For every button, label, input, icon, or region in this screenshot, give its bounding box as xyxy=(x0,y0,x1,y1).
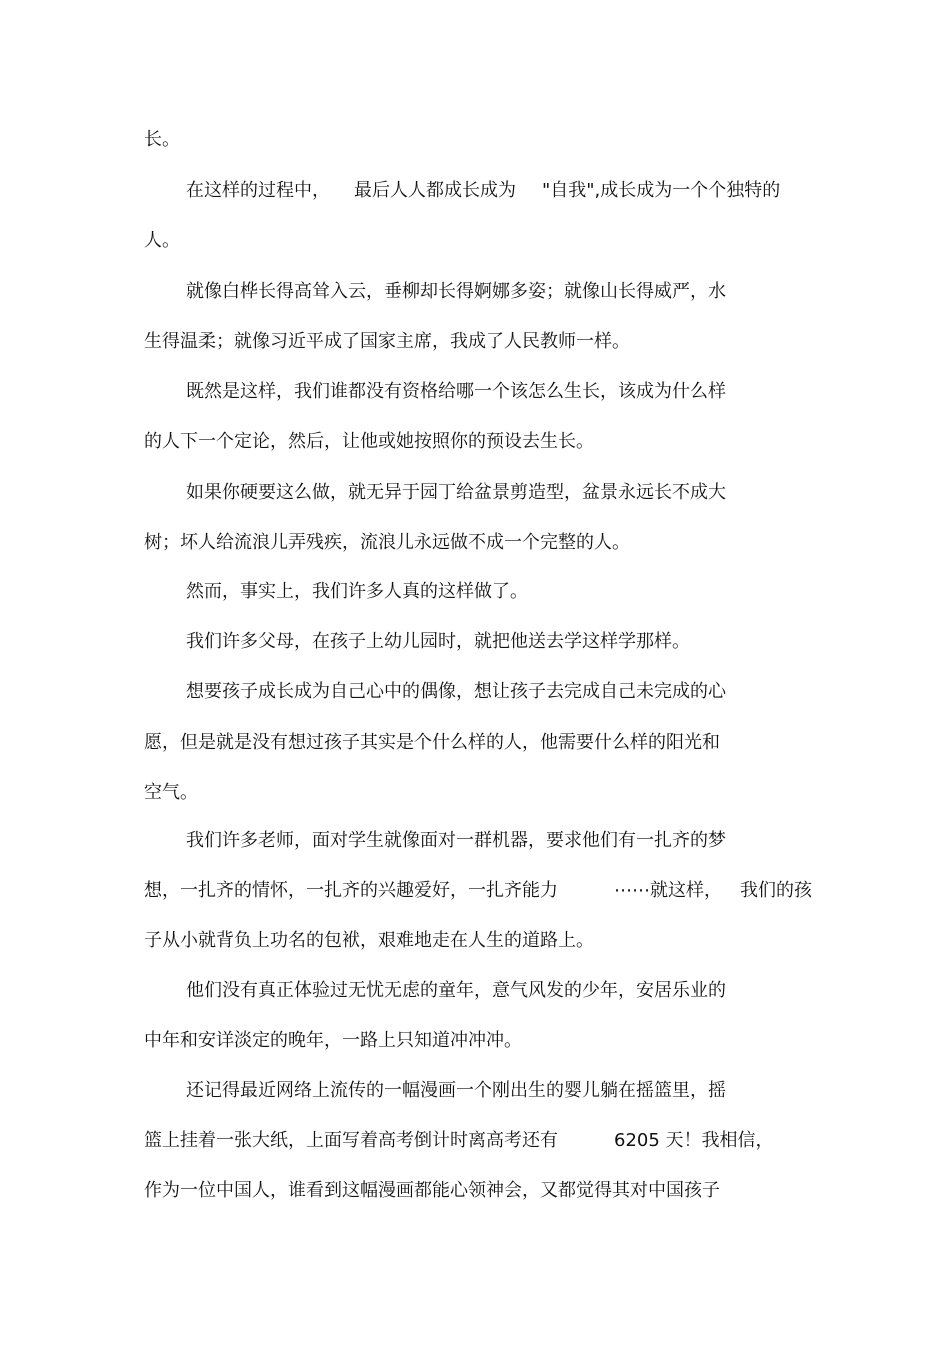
text-line-13 xyxy=(144,731,720,755)
text-line-19 xyxy=(144,1029,522,1053)
line-text: 空气。 xyxy=(144,782,198,803)
line-text: ⋯⋯就这样， xyxy=(614,880,722,901)
line-text: "自我",成长成为一个个独特的 xyxy=(542,180,781,201)
text-line-2 xyxy=(186,179,780,203)
line-text: 中年和安详淡定的晚年，一路上只知道冲冲冲。 xyxy=(144,1030,522,1051)
line-text: 作为一位中国人，谁看到这幅漫画都能心领神会，又都觉得其对中国孩子 xyxy=(144,1180,720,1201)
text-line-5 xyxy=(144,330,630,354)
line-text: 还记得最近网络上流传的一幅漫画一个刚出生的婴儿躺在摇篮里，摇 xyxy=(186,1080,726,1101)
text-line-4 xyxy=(186,280,726,304)
text-line-6 xyxy=(186,380,726,404)
line-text: 最后人人都成长成为 xyxy=(354,180,516,201)
line-text: 长。 xyxy=(144,129,180,150)
line-text: 人。 xyxy=(144,230,180,251)
line-text: 我们许多父母，在孩子上幼儿园时，就把他送去学这样学那样。 xyxy=(186,631,690,652)
line-text: 我们的孩 xyxy=(740,880,812,901)
text-line-15 xyxy=(186,829,726,853)
line-text: 6205 天！我相信， xyxy=(614,1130,774,1151)
line-text: 就像白桦长得高耸入云，垂柳却长得婀娜多姿；就像山长得威严，水 xyxy=(186,281,726,302)
line-text: 我们许多老师，面对学生就像面对一群机器，要求他们有一扎齐的梦 xyxy=(186,830,726,851)
line-text: 愿，但是就是没有想过孩子其实是个什么样的人，他需要什么样的阳光和 xyxy=(144,732,720,753)
text-line-18 xyxy=(186,979,726,1003)
line-text: 想要孩子成长成为自己心中的偶像，想让孩子去完成自己未完成的心 xyxy=(186,681,726,702)
line-text: 他们没有真正体验过无忧无虑的童年，意气风发的少年，安居乐业的 xyxy=(186,980,726,1001)
text-line-21 xyxy=(144,1129,774,1153)
line-text: 想，一扎齐的情怀，一扎齐的兴趣爱好，一扎齐能力 xyxy=(144,880,558,901)
line-text: 的人下一个定论，然后，让他或她按照你的预设去生长。 xyxy=(144,431,594,452)
text-line-11 xyxy=(186,630,690,654)
line-text: 树；坏人给流浪儿弄残疾，流浪儿永远做不成一个完整的人。 xyxy=(144,532,630,553)
line-text: 如果你硬要这么做，就无异于园丁给盆景剪造型，盆景永远长不成大 xyxy=(186,482,726,503)
text-line-1 xyxy=(144,128,180,152)
text-line-20 xyxy=(186,1079,726,1103)
line-text: 然而，事实上，我们许多人真的这样做了。 xyxy=(186,581,528,602)
text-line-12 xyxy=(186,680,726,704)
text-line-8 xyxy=(186,481,726,505)
text-line-22 xyxy=(144,1179,720,1203)
line-text: 篮上挂着一张大纸，上面写着高考倒计时离高考还有 xyxy=(144,1130,558,1151)
text-line-10 xyxy=(186,580,528,604)
text-line-3 xyxy=(144,229,180,253)
text-line-14 xyxy=(144,781,198,805)
line-text: 子从小就背负上功名的包袱，艰难地走在人生的道路上。 xyxy=(144,930,594,951)
line-text: 在这样的过程中， xyxy=(186,180,330,201)
line-text: 既然是这样，我们谁都没有资格给哪一个该怎么生长，该成为什么样 xyxy=(186,381,726,402)
text-line-17 xyxy=(144,929,594,953)
text-line-16 xyxy=(144,879,812,903)
text-line-7 xyxy=(144,430,594,454)
text-line-9 xyxy=(144,531,630,555)
line-text: 生得温柔；就像习近平成了国家主席，我成了人民教师一样。 xyxy=(144,331,630,352)
